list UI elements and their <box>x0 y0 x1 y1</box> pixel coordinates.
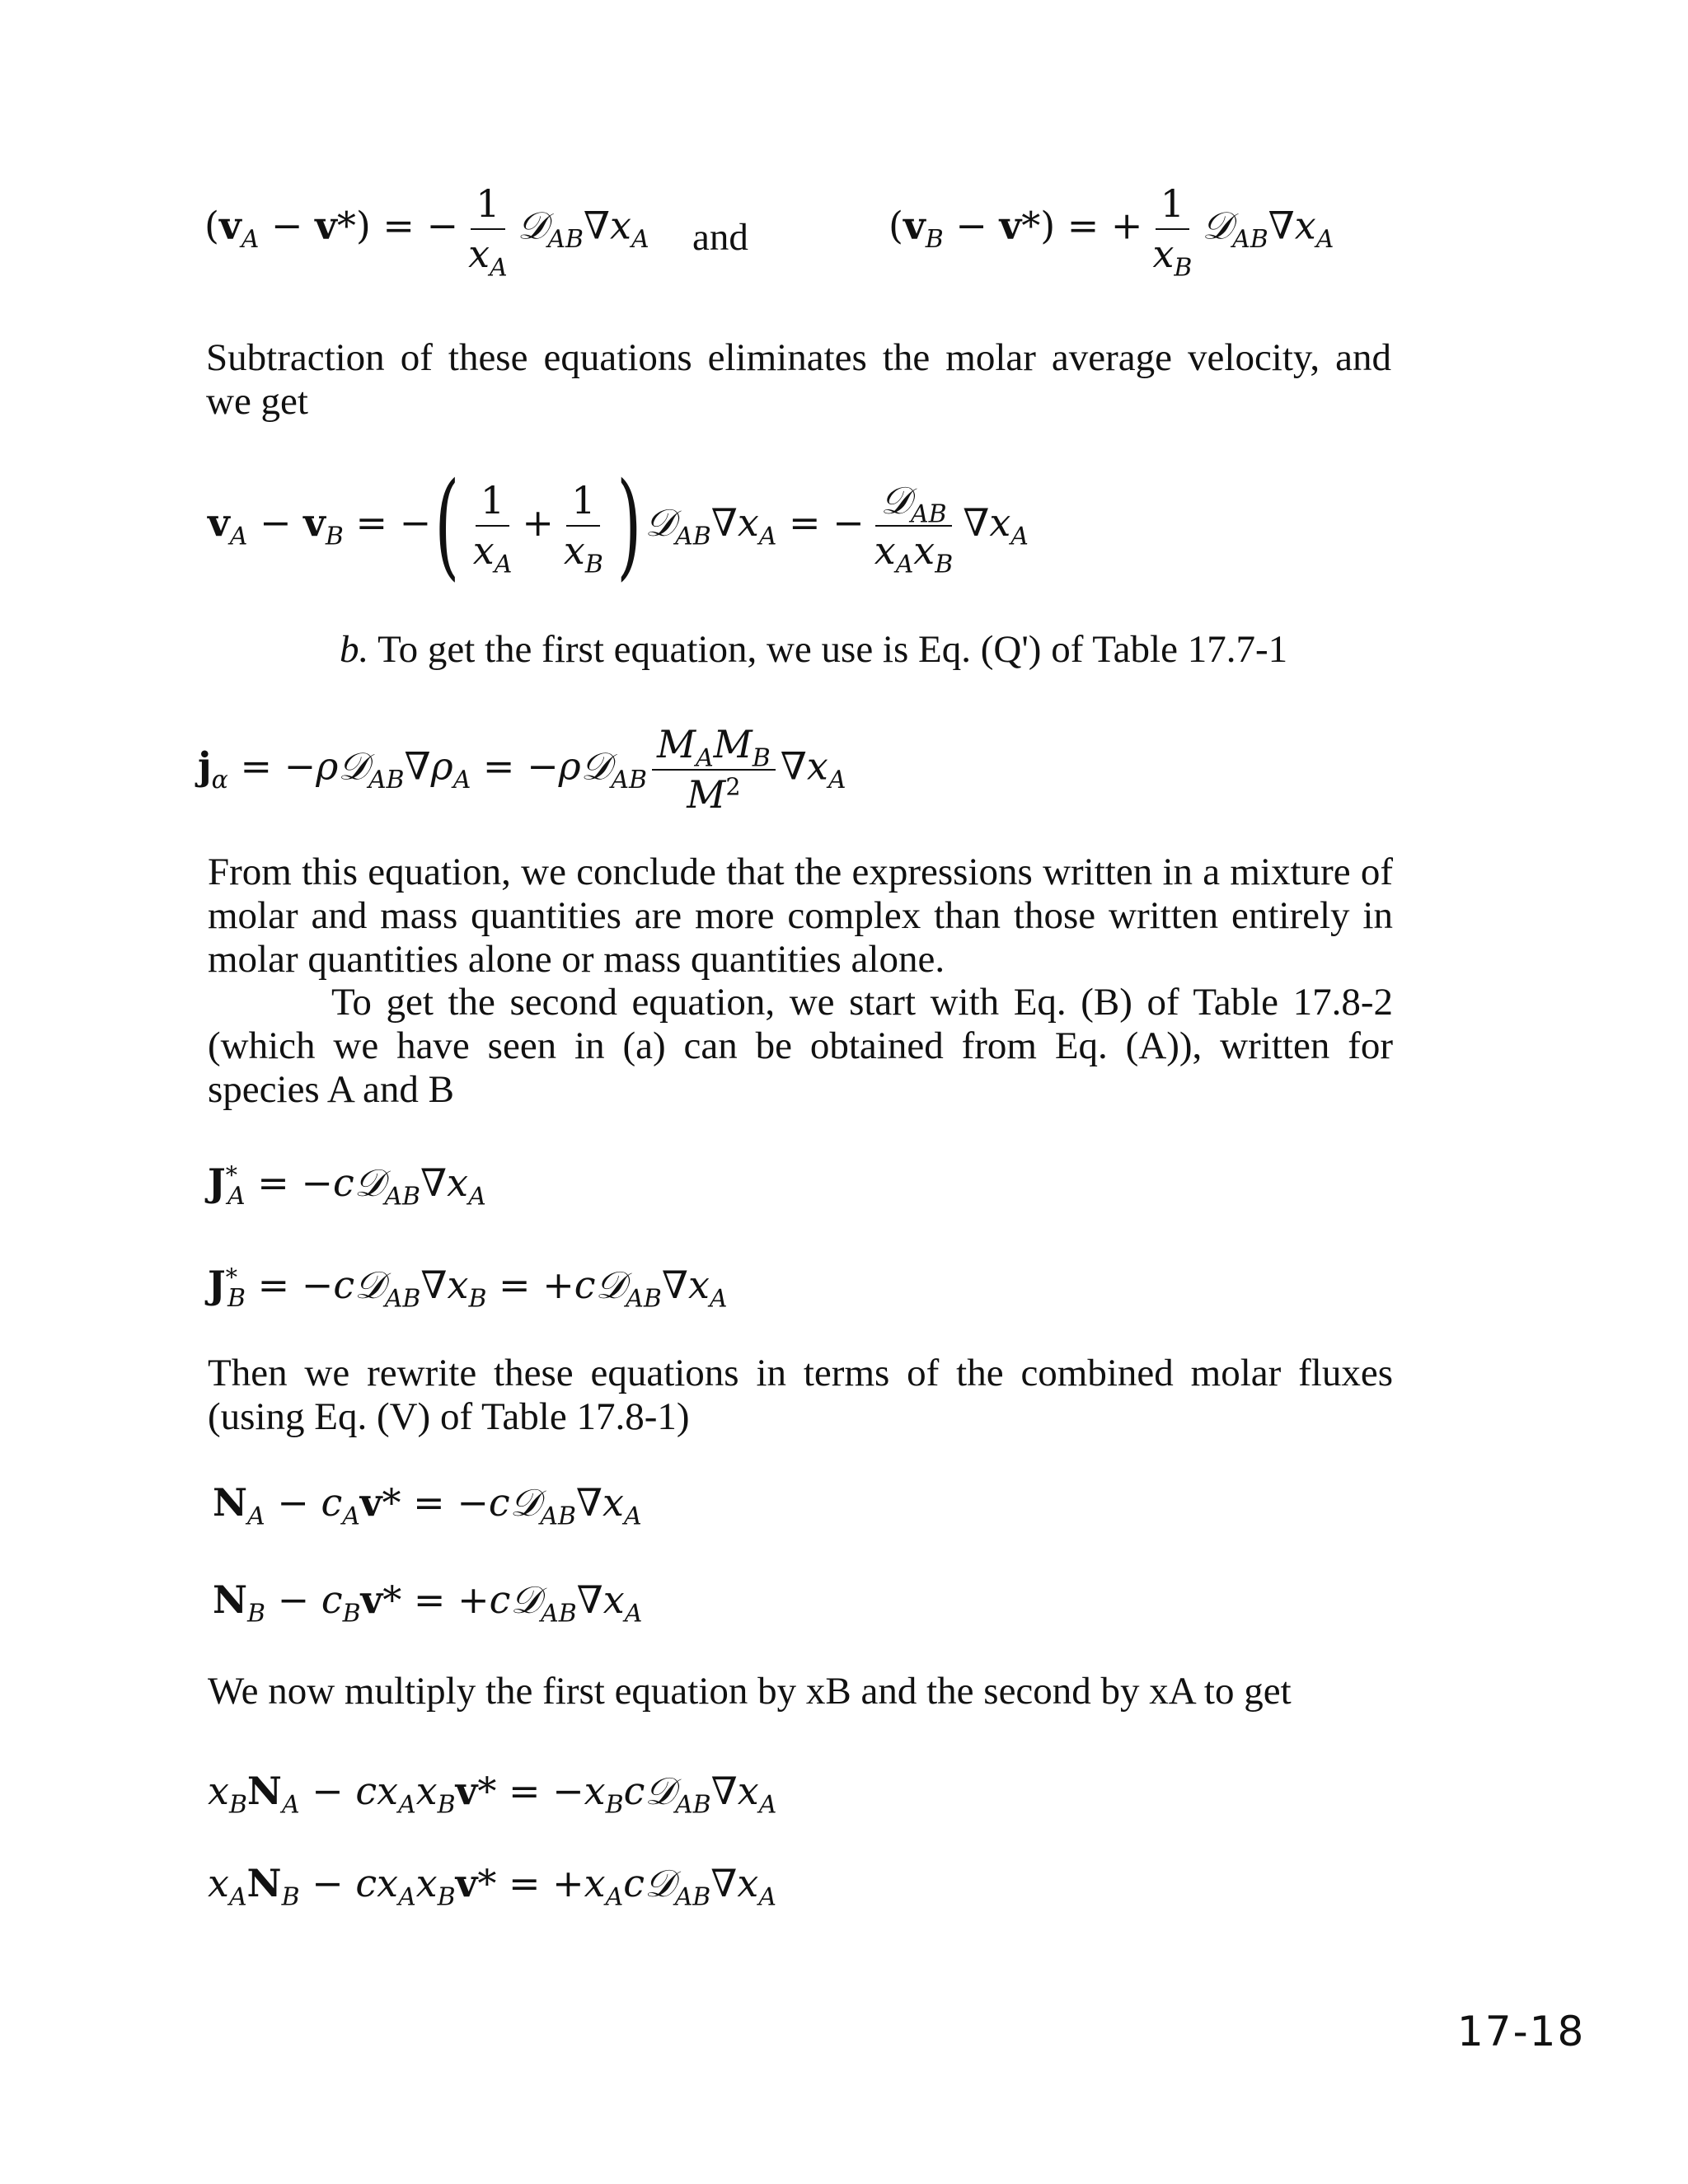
equation-1-left: $(v_A - v*)$ = − $\frac{1}{x_A}$ $𝒟_{AB}\nabla x_A$ <box>204 181 649 283</box>
equation-7: $N_B - c_Bv*$ = $+c𝒟_{AB}\nabla x_A$ <box>213 1577 643 1629</box>
paragraph-2-text: To get the first equation, we use is Eq. (Q') of Table 17.7-1 <box>377 628 1288 671</box>
equation-4: $J^*_A$ = $-c𝒟_{AB}\nabla x_A$ <box>208 1160 486 1212</box>
equation-5: $J^*_B$ = $-c𝒟_{AB}\nabla x_B$ = $+c𝒟_{AB}\nabla x_A$ <box>208 1263 728 1314</box>
paragraph-4: To get the second equation, we start with Eq. (B) of Table 17.8-2 (which we have seen in (a) can be obtained from Eq. (A)), written for species A and B <box>208 981 1393 1111</box>
page-number: 17-18 <box>1457 2008 1586 2055</box>
equation-9: $x_AN_B - cx_Ax_Bv*$ = $+x_Ac𝒟_{AB}\nabla x_A$ <box>208 1861 776 1912</box>
connector-and: and <box>692 216 748 259</box>
paragraph-1: Subtraction of these equations eliminates the molar average velocity, and we get <box>206 336 1391 423</box>
equation-1-left-text <box>0 0 1 1</box>
paragraph-6: We now multiply the first equation by xB and the second by xA to get <box>208 1670 1292 1713</box>
paragraph-5: Then we rewrite these equations in terms of the combined molar fluxes (using Eq. (V) of Table 17.8-1) <box>208 1352 1393 1438</box>
paragraph-2 <box>340 628 1411 672</box>
equation-8: $x_BN_A - cx_Ax_Bv*$ = $-x_Bc𝒟_{AB}\nabla x_A$ <box>208 1769 777 1820</box>
equation-6: $N_A - c_Av*$ = $-c𝒟_{AB}\nabla x_A$ <box>213 1480 642 1531</box>
equation-3: $j_\alpha$ = $-\rho 𝒟_{AB}\nabla\rho_A$ = −ρ𝒟$_{AB}$ $\frac{M_AM_B}{M^2}$ $\nabla x_A$ <box>198 722 846 817</box>
paragraph-3: From this equation, we conclude that the expressions written in a mixture of molar and mass quantities are more complex than those written entirely in molar quantities alone or mass quantities alone. <box>208 851 1393 981</box>
equation-2: $v_A - v_B$ = −( $\frac{1}{x_A}$ + $\frac{1}{x_B}$ )$𝒟_{AB}\nabla x_A$ = − $\frac{𝒟_{AB}}{x_Ax_B}$ $\nabla x_A$ <box>208 458 1029 593</box>
item-label-b: b. <box>340 628 369 671</box>
equation-1-right: $(v_B - v*)$ = + $\frac{1}{x_B}$ $𝒟_{AB}\nabla x_A$ <box>889 181 1334 283</box>
